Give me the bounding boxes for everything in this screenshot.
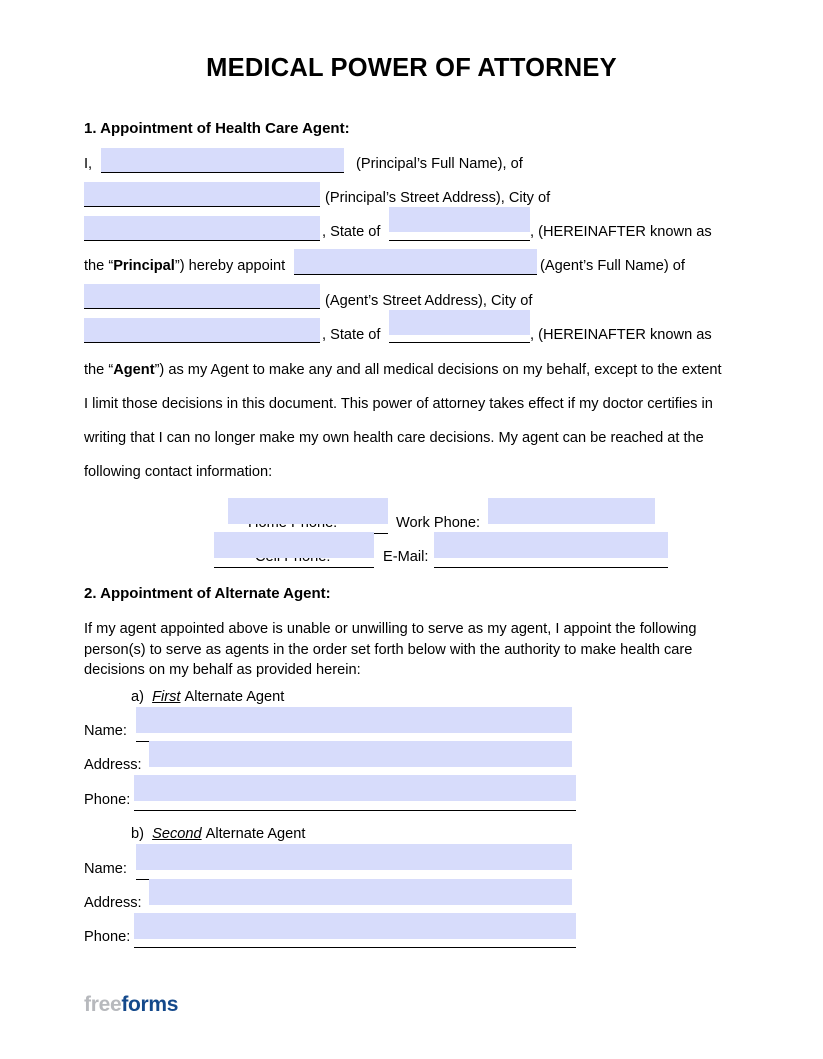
- line4-lead: [84, 258, 285, 275]
- line4-text-b: ”) hereby appoint: [174, 258, 286, 274]
- principal-city-field[interactable]: [84, 216, 320, 240]
- line8: I limit those decisions in this document. This power of attorney takes effect if my doctor certifies in: [84, 396, 713, 412]
- alternate-a-address-field[interactable]: [149, 741, 572, 767]
- email-label: E-Mail:: [383, 549, 429, 565]
- line7-text-a: the “: [84, 362, 114, 378]
- logo-text-free: free: [84, 993, 122, 1016]
- alternate-a-name-field[interactable]: [136, 707, 572, 733]
- alternate-b-address-label: Address:: [84, 895, 142, 911]
- agent-term: Agent: [113, 362, 155, 378]
- principal-term: Principal: [113, 258, 175, 274]
- agent-city-field[interactable]: [84, 318, 320, 342]
- line3-suffix: , (HEREINAFTER known as: [530, 224, 712, 240]
- line9: writing that I can no longer make my own health care decisions. My agent can be reached at the: [84, 430, 704, 446]
- email-field[interactable]: [434, 532, 668, 558]
- agent-state-field[interactable]: [389, 310, 530, 335]
- alternate-b-phone-field[interactable]: [134, 913, 576, 939]
- alternate-b-address-field[interactable]: [149, 879, 572, 905]
- line7-text-b: ”) as my Agent to make any and all medical decisions on my behalf, except to the extent: [154, 362, 722, 378]
- line7: [84, 362, 722, 379]
- page-title: MEDICAL POWER OF ATTORNEY: [206, 54, 617, 82]
- cell-phone-field[interactable]: [214, 532, 374, 558]
- line3-state-label: , State of: [322, 224, 381, 240]
- work-phone-field[interactable]: [488, 498, 655, 524]
- alternate-a-phone-rule: [134, 810, 576, 811]
- line6-state-label: , State of: [322, 327, 381, 343]
- line5-suffix: (Agent’s Street Address), City of: [325, 293, 533, 309]
- principal-state-field[interactable]: [389, 207, 530, 232]
- alternate-a-marker: a): [131, 689, 144, 705]
- alternate-b-title: [131, 826, 305, 843]
- line1-suffix: (Principal’s Full Name), of: [356, 156, 523, 172]
- agent-state-rule: [389, 342, 530, 343]
- alternate-b-marker: b): [131, 826, 144, 842]
- principal-state-rule: [389, 240, 530, 241]
- alternate-b-ordinal: Second: [152, 826, 202, 842]
- alternate-b-name-label: Name:: [84, 861, 127, 877]
- agent-full-name-field[interactable]: [294, 249, 537, 274]
- agent-full-name-rule: [294, 274, 537, 275]
- alternate-a-phone-field[interactable]: [134, 775, 576, 801]
- alternate-a-name-label: Name:: [84, 723, 127, 739]
- alternate-a-ordinal: First: [152, 689, 181, 705]
- principal-city-rule: [84, 240, 320, 241]
- agent-city-rule: [84, 342, 320, 343]
- line6-suffix: , (HEREINAFTER known as: [530, 327, 712, 343]
- agent-street-address-field[interactable]: [84, 284, 320, 308]
- home-phone-field[interactable]: [228, 498, 388, 524]
- alternate-a-ordinal-suffix: Alternate Agent: [184, 689, 285, 705]
- email-rule: [434, 567, 668, 568]
- line4-suffix: (Agent’s Full Name) of: [540, 258, 685, 274]
- alternate-b-name-field[interactable]: [136, 844, 572, 870]
- agent-street-address-rule: [84, 308, 320, 309]
- cell-phone-rule: [214, 567, 374, 568]
- principal-full-name-rule: [101, 172, 344, 173]
- alternate-b-phone-rule: [134, 947, 576, 948]
- principal-street-address-field[interactable]: [84, 182, 320, 206]
- logo-text-forms: forms: [121, 993, 179, 1016]
- line4-text-a: the “: [84, 258, 114, 274]
- alternate-a-title: [131, 689, 284, 706]
- line10: following contact information:: [84, 464, 273, 480]
- principal-street-address-rule: [84, 206, 320, 207]
- line1-prefix: I,: [84, 156, 93, 172]
- section-2-body: If my agent appointed above is unable or unwilling to serve as my agent, I appoint the following person(s) to serve as agents in the order set forth below with the authority to make health care decisions on my behalf as provided herein:: [84, 621, 697, 678]
- alternate-a-address-label: Address:: [84, 757, 142, 773]
- alternate-b-phone-label: Phone:: [84, 929, 131, 945]
- principal-full-name-field[interactable]: [101, 148, 344, 172]
- section-2-heading: 2. Appointment of Alternate Agent:: [84, 585, 331, 602]
- work-phone-label: Work Phone:: [396, 515, 481, 531]
- alternate-a-phone-label: Phone:: [84, 792, 131, 808]
- section-1-heading: 1. Appointment of Health Care Agent:: [84, 120, 350, 137]
- line2-suffix: (Principal’s Street Address), City of: [325, 190, 551, 206]
- alternate-b-ordinal-suffix: Alternate Agent: [205, 826, 306, 842]
- freeforms-logo: [84, 993, 178, 1017]
